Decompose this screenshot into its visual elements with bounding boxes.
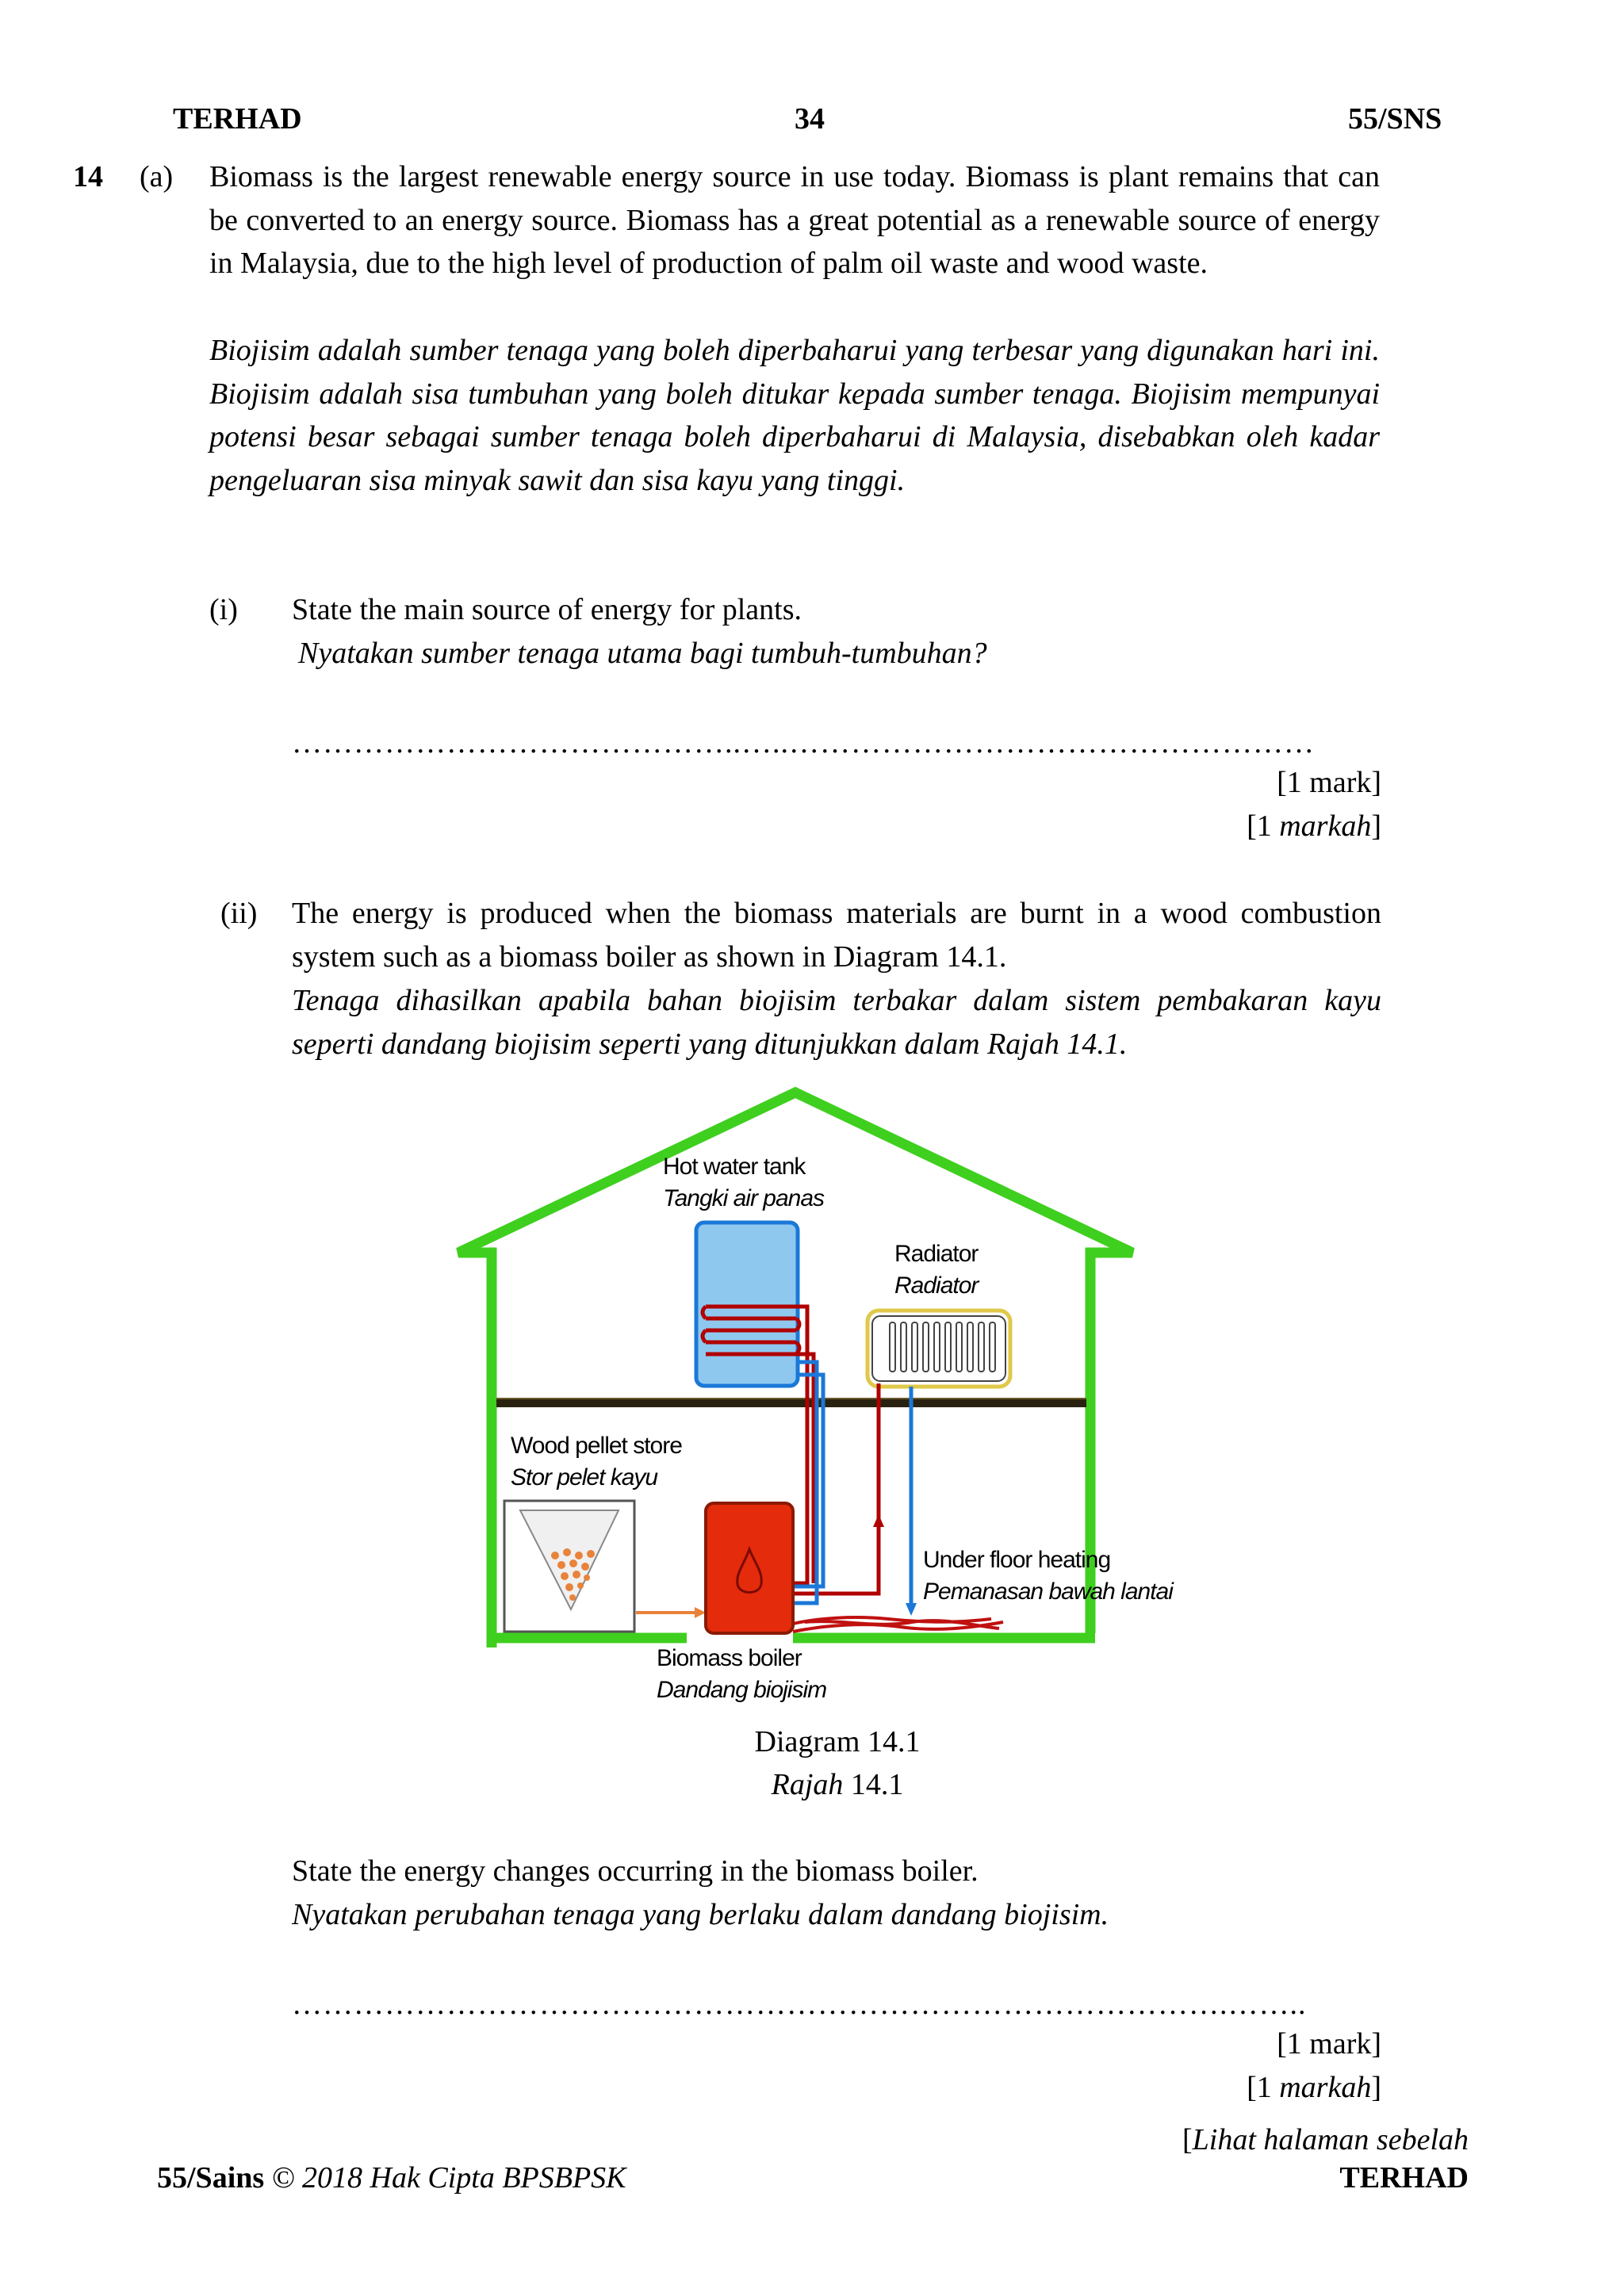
intro-malay: Biojisim adalah sumber tenaga yang boleh diperbaharui yang terbesar yang digunakan hari ini. Biojisim adalah sisa tumbuhan yang boleh ditukar kepada sumber tenaga. Biojisim mempunyai potensi besar sebagai sumber tenaga boleh diperbaharui di Malaysia, disebabkan oleh kadar pengeluaran sisa minyak sawit dan sisa kayu yang tinggi. bbox=[209, 334, 1380, 497]
cold-flow-arrow bbox=[906, 1603, 917, 1616]
subquestion-ii-question-english: State the energy changes occurring in the biomass boiler. bbox=[292, 1854, 979, 1888]
hot-water-tank-label: Hot water tank Tangki air panas bbox=[663, 1154, 825, 1211]
header-right: 55/SNS bbox=[1348, 102, 1442, 136]
page-number: 34 bbox=[795, 102, 825, 136]
next-page-note: [Lihat halaman sebelah bbox=[1182, 2123, 1469, 2156]
biomass-boiler bbox=[706, 1503, 793, 1633]
subquestion-i-english: State the main source of energy for plants. bbox=[292, 593, 802, 626]
subquestion-i-label: (i) bbox=[209, 593, 238, 626]
subquestion-ii-label: (ii) bbox=[220, 897, 258, 930]
mark-malay-ii: [1 markah] bbox=[1247, 2071, 1381, 2104]
diagram-caption: Diagram 14.1 Rajah 14.1 bbox=[754, 1725, 921, 1801]
subquestion-i-malay: Nyatakan sumber tenaga utama bagi tumbuh-tumbuhan? bbox=[298, 637, 987, 670]
answer-line-i[interactable]: ……………………………………..…..…………………………………………… bbox=[292, 726, 1315, 760]
mark-malay-i: [1 markah] bbox=[1247, 809, 1381, 843]
subquestion-ii-question-malay: Nyatakan perubahan tenaga yang berlaku dalam dandang biojisim. bbox=[292, 1898, 1109, 1931]
question-part: (a) bbox=[140, 160, 174, 193]
biomass-boiler-label: Biomass boiler Dandang biojisim bbox=[657, 1645, 827, 1703]
footer-copyright: 55/Sains © 2018 Hak Cipta BPSBPSK bbox=[157, 2161, 626, 2195]
intro-english: Biomass is the largest renewable energy source in use today. Biomass is plant remains that can be converted to an energy source. Biomass has a great potential as a renewable source of energy in Malaysia, due to the high level of production of palm oil waste and wood waste. bbox=[209, 160, 1380, 280]
question-number: 14 bbox=[73, 160, 103, 193]
header-left: TERHAD bbox=[173, 102, 302, 136]
hot-water-tank bbox=[696, 1223, 798, 1386]
underfloor-heating-coil bbox=[787, 1617, 1003, 1632]
mark-english-i: [1 mark] bbox=[1277, 766, 1381, 799]
underfloor-heating-label: Under floor heating Pemanasan bawah lantai bbox=[923, 1547, 1173, 1605]
mark-english-ii: [1 mark] bbox=[1277, 2027, 1381, 2061]
subquestion-ii-english: The energy is produced when the biomass materials are burnt in a wood combustion system such as a biomass boiler as shown in Diagram 14.1. bbox=[292, 897, 1381, 974]
wood-pellet-store-label: Wood pellet store Stor pelet kayu bbox=[511, 1433, 682, 1490]
biomass-heating-diagram bbox=[444, 1086, 1237, 1720]
footer-right: TERHAD bbox=[1339, 2161, 1469, 2195]
radiator-label: Radiator Radiator bbox=[894, 1241, 979, 1299]
subquestion-ii-malay: Tenaga dihasilkan apabila bahan biojisim terbakar dalam sistem pembakaran kayu seperti dandang biojisim seperti yang ditunjukkan dalam Rajah 14.1. bbox=[292, 984, 1381, 1061]
hot-flow-arrow bbox=[873, 1514, 884, 1527]
answer-line-ii[interactable]: ……………………………………………………………………………….…….. bbox=[292, 1988, 1307, 2021]
pellet-feed-arrow bbox=[695, 1607, 706, 1618]
